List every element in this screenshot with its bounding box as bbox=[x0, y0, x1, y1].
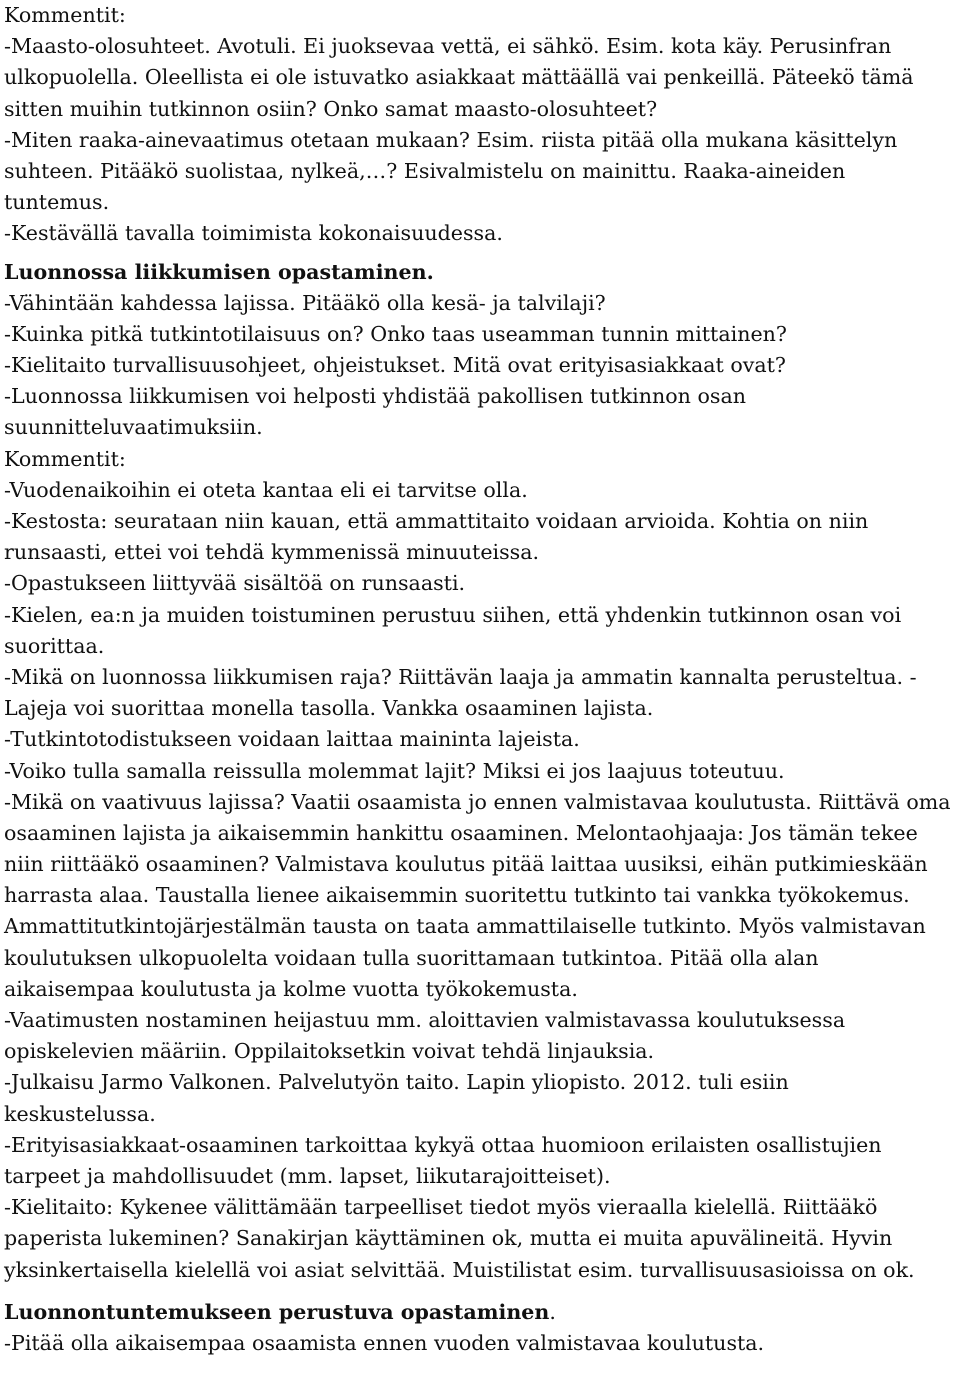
paragraph-line: yksinkertaisella kielellä voi asiat selvittää. Muistilistat esim. turvallisuusasioissa on ok. bbox=[4, 1257, 915, 1282]
paragraph-line: tuntemus. bbox=[4, 190, 110, 215]
paragraph-line: niin riittääkö osaaminen? Valmistava koulutus pitää laittaa uusiksi, eihän putkimieskään bbox=[4, 852, 928, 877]
paragraph-line: runsaasti, ettei voi tehdä kymmenissä minuuteissa. bbox=[4, 540, 540, 565]
paragraph-line: ulkopuolella. Oleellista ei ole istuvatko asiakkaat mättäällä vai penkeillä. Päteekö tämä bbox=[4, 65, 914, 90]
comments-label: Kommentit: bbox=[4, 446, 126, 471]
paragraph-line: -Maasto-olosuhteet. Avotuli. Ei juoksevaa vettä, ei sähkö. Esim. kota käy. Perusinfran bbox=[4, 34, 892, 59]
paragraph-line: suorittaa. bbox=[4, 633, 105, 658]
paragraph-line: -Voiko tulla samalla reissulla molemmat lajit? Miksi ei jos laajuus toteutuu. bbox=[4, 758, 785, 783]
paragraph-line: -Julkaisu Jarmo Valkonen. Palvelutyön taito. Lapin yliopisto. 2012. tuli esiin bbox=[4, 1070, 789, 1095]
paragraph-line: suunnitteluvaatimuksiin. bbox=[4, 415, 263, 440]
section-heading-text: Luonnontuntemukseen perustuva opastaminen bbox=[4, 1299, 550, 1324]
section-heading: Luonnossa liikkumisen opastaminen. bbox=[4, 259, 434, 284]
paragraph-line: -Mikä on vaativuus lajissa? Vaatii osaamista jo ennen valmistavaa koulutusta. Riittävä oma bbox=[4, 789, 951, 814]
paragraph-line: osaaminen lajista ja aikaisemmin hankittu osaaminen. Melontaohjaaja: Jos tämän tekee bbox=[4, 820, 918, 845]
document-page bbox=[4, 0, 956, 1359]
paragraph-line: aikaisempaa koulutusta ja kolme vuotta työkokemusta. bbox=[4, 976, 578, 1001]
paragraph-line: -Kestävällä tavalla toimimista kokonaisuudessa. bbox=[4, 221, 503, 246]
paragraph-line: -Miten raaka-ainevaatimus otetaan mukaan? Esim. riista pitää olla mukana käsittelyn bbox=[4, 127, 898, 152]
section-heading-final bbox=[4, 1297, 956, 1328]
paragraph-line: -Kielitaito turvallisuusohjeet, ohjeistukset. Mitä ovat erityisasiakkaat ovat? bbox=[4, 353, 786, 378]
comments-label: Kommentit: bbox=[4, 3, 126, 27]
paragraph-line: -Kielitaito: Kykenee välittämään tarpeelliset tiedot myös vieraalla kielellä. Riittääkö bbox=[4, 1195, 878, 1220]
paragraph-line: Lajeja voi suorittaa monella tasolla. Vankka osaaminen lajista. bbox=[4, 696, 654, 721]
paragraph-line: -Vaatimusten nostaminen heijastuu mm. aloittavien valmistavassa koulutuksessa bbox=[4, 1008, 846, 1032]
paragraph-line: -Kestosta: seurataan niin kauan, että ammattitaito voidaan arvioida. Kohtia on niin bbox=[4, 509, 869, 533]
paragraph-line: -Mikä on luonnossa liikkumisen raja? Riittävän laaja ja ammatin kannalta perusteltua. - bbox=[4, 664, 917, 689]
paragraph-line: harrasta alaa. Taustalla lienee aikaisemmin suoritettu tutkinto tai vankka työkokemus. bbox=[4, 883, 910, 908]
paragraph-line: -Kuinka pitkä tutkintotilaisuus on? Onko taas useamman tunnin mittainen? bbox=[4, 321, 787, 346]
paragraph-line: keskustelussa. bbox=[4, 1101, 156, 1126]
paragraph-line: opiskelevien määriin. Oppilaitoksetkin voivat tehdä linjauksia. bbox=[4, 1039, 655, 1064]
paragraph-line: -Erityisasiakkaat-osaaminen tarkoittaa kykyä ottaa huomioon erilaisten osallistujien bbox=[4, 1132, 882, 1157]
paragraph-line: -Pitää olla aikaisempaa osaamista ennen vuoden valmistavaa koulutusta. bbox=[4, 1330, 765, 1355]
paragraph-line: Ammattitutkintojärjestälmän tausta on taata ammattilaiselle tutkinto. Myös valmistavan bbox=[4, 914, 926, 939]
paragraph-line: tarpeet ja mahdollisuudet (mm. lapset, liikutarajoitteiset). bbox=[4, 1163, 611, 1188]
section-heading-punct: . bbox=[549, 1299, 556, 1324]
paragraph-line: suhteen. Pitääkö suolistaa, nylkeä,…? Esivalmistelu on mainittu. Raaka-aineiden bbox=[4, 158, 846, 183]
paragraph-line: -Kielen, ea:n ja muiden toistuminen perustuu siihen, että yhdenkin tutkinnon osan voi bbox=[4, 602, 902, 627]
paragraph-line: -Vähintään kahdessa lajissa. Pitääkö olla kesä- ja talvilaji? bbox=[4, 290, 606, 315]
paragraph-line: -Luonnossa liikkumisen voi helposti yhdistää pakollisen tutkinnon osan bbox=[4, 384, 746, 409]
paragraph-line: koulutuksen ulkopuolelta voidaan tulla suorittamaan tutkintoa. Pitää olla alan bbox=[4, 945, 819, 970]
paragraph-line: paperista lukeminen? Sanakirjan käyttäminen ok, mutta ei muita apuvälineitä. Hyvin bbox=[4, 1226, 893, 1251]
paragraph-line: -Opastukseen liittyvää sisältöä on runsaasti. bbox=[4, 571, 466, 596]
paragraph-line: -Vuodenaikoihin ei oteta kantaa eli ei tarvitse olla. bbox=[4, 477, 528, 502]
paragraph-line: -Tutkintotodistukseen voidaan laittaa maininta lajeista. bbox=[4, 727, 580, 752]
paragraph-line: sitten muihin tutkinnon osiin? Onko samat maasto-olosuhteet? bbox=[4, 96, 658, 121]
